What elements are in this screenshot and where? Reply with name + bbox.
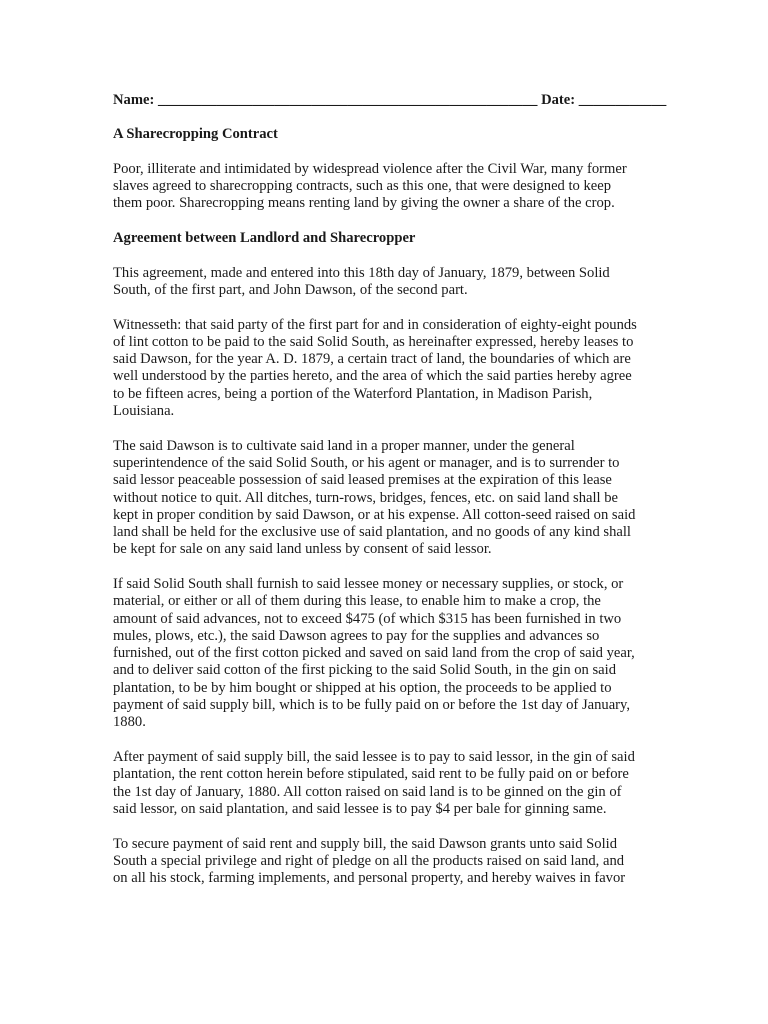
paragraph-line: superintendence of the said Solid South, or his agent or manager, and is to surrender to <box>113 455 620 471</box>
name-date-line: Name: ____________________________________________________ Date: ____________ <box>113 92 667 108</box>
paragraph-line: said lessor peaceable possession of said leased premises at the expiration of this lease <box>113 472 612 488</box>
paragraph-line: kept in proper condition by said Dawson, or at his expense. All cotton-seed raised on said <box>113 507 636 523</box>
paragraph-line: mules, plows, etc.), the said Dawson agrees to pay for the supplies and advances so <box>113 628 600 644</box>
paragraph-line: furnished, out of the first cotton picked and saved on said land from the crop of said year, <box>113 645 635 661</box>
paragraph-line: and to deliver said cotton of the first picking to the said Solid South, in the gin on said <box>113 662 617 678</box>
paragraph-line: said lessor, on said plantation, and said lessee is to pay $4 per bale for ginning same. <box>113 801 607 817</box>
document-title: A Sharecropping Contract <box>113 126 278 142</box>
paragraph-line: land shall be held for the exclusive use of said plantation, and no goods of any kind shall <box>113 524 631 540</box>
paragraph-line: to be fifteen acres, being a portion of the Waterford Plantation, in Madison Parish, <box>113 386 593 402</box>
paragraph-line: material, or either or all of them during this lease, to enable him to make a crop, the <box>113 593 601 609</box>
paragraph-line: If said Solid South shall furnish to said lessee money or necessary supplies, or stock, or <box>113 576 624 592</box>
paragraph-line: the 1st day of January, 1880. All cotton raised on said land is to be ginned on the gin of <box>113 784 622 800</box>
paragraph-line: of lint cotton to be paid to the said Solid South, as hereinafter expressed, hereby leases to <box>113 334 634 350</box>
paragraph-line: payment of said supply bill, which is to be fully paid on or before the 1st day of January, <box>113 697 631 713</box>
paragraph-line: This agreement, made and entered into this 18th day of January, 1879, between Solid <box>113 265 610 281</box>
paragraph-line: South a special privilege and right of pledge on all the products raised on said land, and <box>113 853 625 869</box>
paragraph-line: plantation, to be by him bought or shipped at his option, the proceeds to be applied to <box>113 680 612 696</box>
paragraph-line: To secure payment of said rent and supply bill, the said Dawson grants unto said Solid <box>113 836 617 852</box>
paragraph-line: be kept for sale on any said land unless by consent of said lessor. <box>113 541 492 557</box>
paragraph-line: without notice to quit. All ditches, turn-rows, bridges, fences, etc. on said land shall be <box>113 490 619 506</box>
paragraph-line: After payment of said supply bill, the said lessee is to pay to said lessor, in the gin of said <box>113 749 635 765</box>
paragraph-line: amount of said advances, not to exceed $475 (of which $315 has been furnished in two <box>113 611 622 627</box>
paragraph-line: 1880. <box>113 714 146 730</box>
paragraph-line: well understood by the parties hereto, and the area of which the said parties hereby agree <box>113 368 632 384</box>
agreement-subheading: Agreement between Landlord and Sharecropper <box>113 230 416 246</box>
paragraph-line: on all his stock, farming implements, and personal property, and hereby waives in favor <box>113 870 626 886</box>
paragraph-line: Louisiana. <box>113 403 175 419</box>
paragraph-line: plantation, the rent cotton herein before stipulated, said rent to be fully paid on or before <box>113 766 629 782</box>
paragraph-line: said Dawson, for the year A. D. 1879, a certain tract of land, the boundaries of which are <box>113 351 631 367</box>
intro-line: Poor, illiterate and intimidated by widespread violence after the Civil War, many former <box>113 161 627 177</box>
paragraph-line: South, of the first part, and John Dawson, of the second part. <box>113 282 468 298</box>
paragraph-line: Witnesseth: that said party of the first part for and in consideration of eighty-eight pounds <box>113 317 637 333</box>
paragraph-line: The said Dawson is to cultivate said land in a proper manner, under the general <box>113 438 575 454</box>
intro-line: them poor. Sharecropping means renting land by giving the owner a share of the crop. <box>113 195 615 211</box>
intro-line: slaves agreed to sharecropping contracts, such as this one, that were designed to keep <box>113 178 612 194</box>
